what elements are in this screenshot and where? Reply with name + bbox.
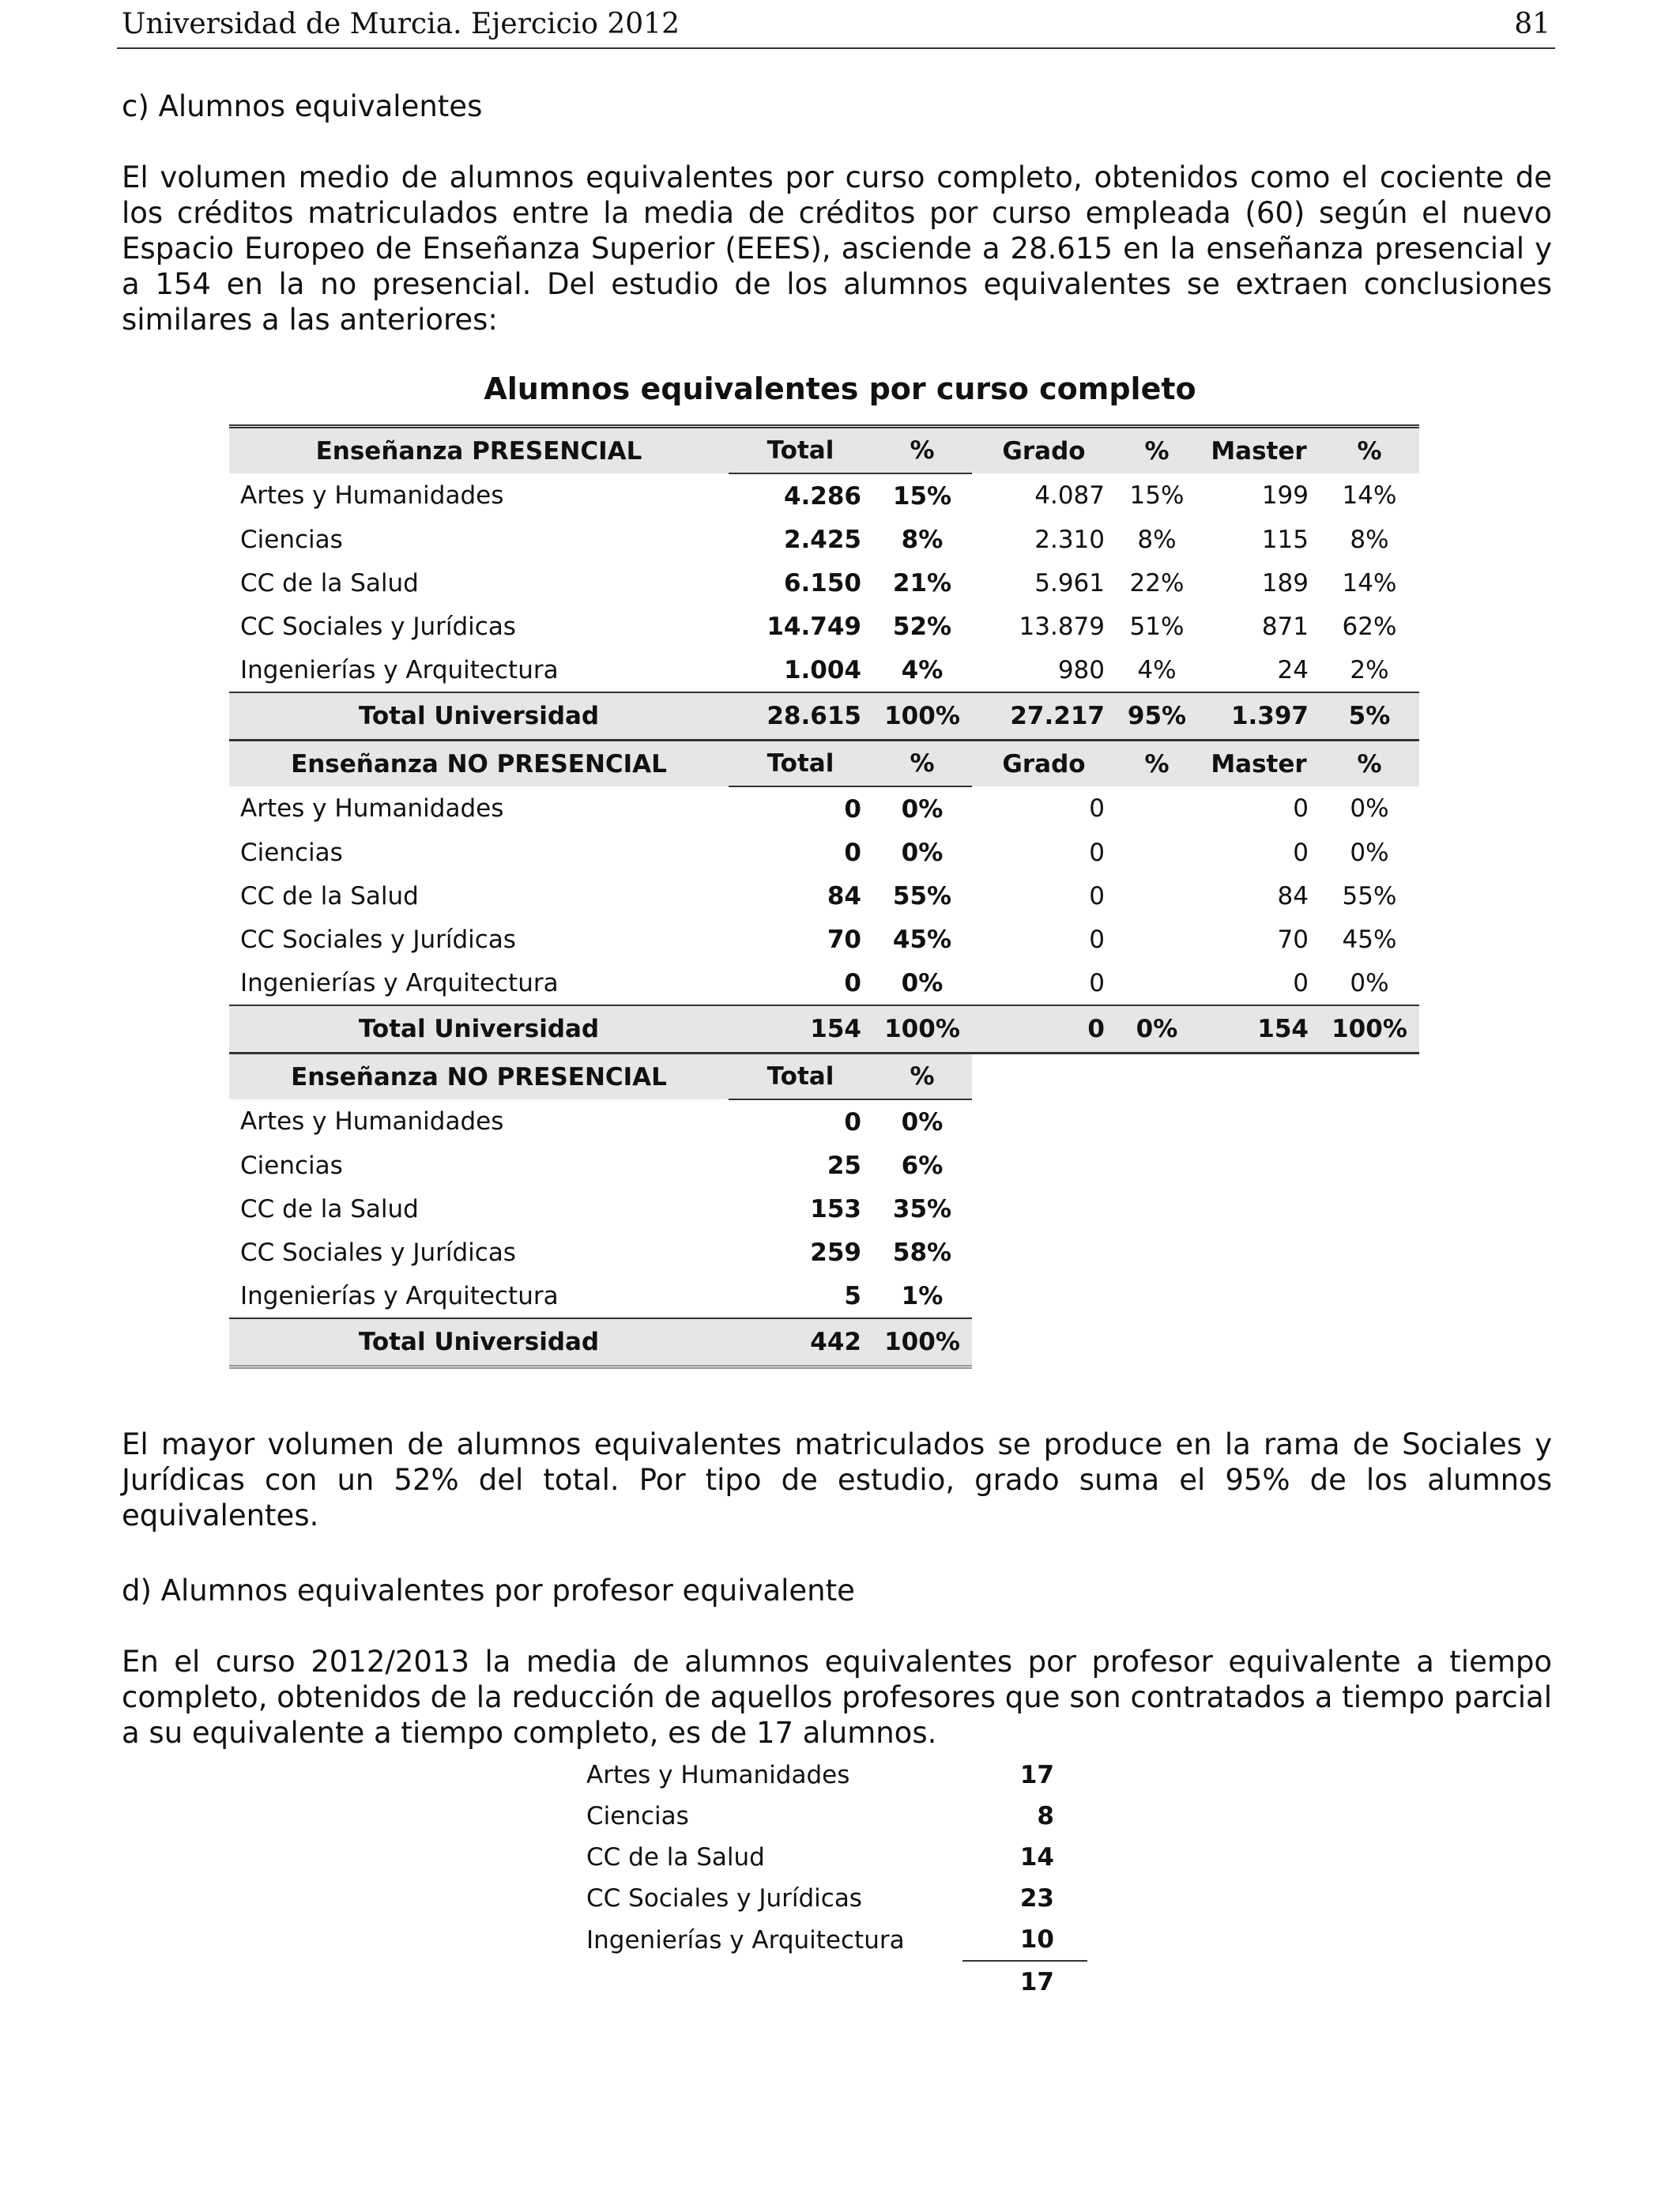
table-header-row (229, 427, 1419, 474)
table-cell: 70 (827, 925, 861, 954)
total-cell: 154 (729, 1005, 872, 1054)
row-label: CC Sociales y Jurídicas (586, 1884, 862, 1913)
empty-cell (1116, 1099, 1198, 1144)
row-label: CC Sociales y Jurídicas (240, 1238, 516, 1267)
equivalent-students-table (229, 424, 1419, 1369)
table-cell: 153 (810, 1194, 861, 1223)
table-row (229, 831, 1419, 874)
table-cell: 2.310 (1034, 525, 1105, 554)
table-row (229, 1144, 1419, 1187)
header-cell: % (1320, 427, 1419, 474)
table-row (229, 1187, 1419, 1231)
row-value: 14 (1019, 1843, 1054, 1872)
empty-cell (1198, 1274, 1320, 1318)
table-cell: 0 (1089, 925, 1105, 954)
header-cell: Master (1198, 741, 1320, 787)
table-cell: 0% (901, 838, 944, 867)
table-cell: 0 (844, 838, 861, 867)
header-cell: % (1116, 427, 1198, 474)
row-label: Artes y Humanidades (240, 481, 504, 510)
table-cell: 70 (1277, 925, 1309, 954)
total-cell: 28.615 (729, 692, 872, 741)
table-cell: 84 (1277, 881, 1309, 910)
row-label: CC de la Salud (240, 1194, 419, 1223)
row-value: 23 (1019, 1884, 1054, 1913)
empty-cell (972, 1274, 1116, 1318)
total-label: Total Universidad (229, 1318, 729, 1367)
empty-cell (1320, 1144, 1419, 1187)
table-cell: 0 (1089, 794, 1105, 823)
total-cell: 154 (1198, 1005, 1320, 1054)
table-cell: 4.286 (729, 473, 872, 518)
table-cell: 0 (1293, 794, 1309, 823)
table-row (229, 1099, 1419, 1144)
empty-cell (1198, 1231, 1320, 1274)
row-label: Ciencias (240, 838, 343, 867)
table-cell: 14% (1342, 481, 1397, 510)
table-cell: 0 (729, 786, 872, 831)
total-value: 17 (1019, 1968, 1054, 1996)
row-value: 10 (962, 1919, 1087, 1961)
table-row (229, 518, 1419, 561)
table-cell: 84 (827, 881, 861, 910)
total-row (229, 1005, 1419, 1054)
header-category: Enseñanza NO PRESENCIAL (229, 741, 729, 787)
table-cell (1116, 874, 1198, 918)
table-row (229, 786, 1419, 831)
empty-cell (972, 1187, 1116, 1231)
row-label: Ingenierías y Arquitectura (240, 655, 559, 684)
section-d-paragraph (122, 1644, 1552, 1751)
empty-cell (1198, 1144, 1320, 1187)
table-cell: 980 (1057, 655, 1105, 684)
row-label: Ingenierías y Arquitectura (586, 1925, 905, 1955)
header-category: Enseñanza NO PRESENCIAL (229, 1054, 729, 1100)
paragraph-text: El mayor volumen de alumnos equivalentes matriculados se produce en la rama de Sociales y Jurídicas con un 52% del total. Por tipo de estudio, grado suma el 95% de los alumnos equivalentes. (122, 1427, 1552, 1532)
table-cell: 25 (827, 1151, 861, 1180)
table-cell: 13.879 (1019, 612, 1105, 641)
header-cell: % (1116, 741, 1198, 787)
total-row (586, 1961, 1087, 2003)
table-cell: 5.961 (1034, 568, 1105, 598)
table-header-row (229, 1054, 1419, 1100)
header-title: Universidad de Murcia. Ejercicio 2012 (122, 8, 680, 40)
empty-cell (1320, 1187, 1419, 1231)
row-label: CC de la Salud (240, 881, 419, 910)
table-cell: 4.087 (1034, 481, 1105, 510)
table-row (229, 605, 1419, 648)
table-row (229, 1231, 1419, 1274)
table-header-row (229, 741, 1419, 787)
table-cell: 871 (1261, 612, 1309, 641)
table-cell: 0 (729, 1099, 872, 1144)
header-cell: Grado (972, 427, 1116, 474)
table-cell: 58% (892, 1238, 952, 1267)
row-label: Artes y Humanidades (240, 1107, 504, 1136)
row-label: CC Sociales y Jurídicas (240, 925, 516, 954)
table-row (586, 1919, 1087, 1961)
empty-cell (1320, 1274, 1419, 1318)
table-cell: 0 (1089, 838, 1105, 867)
conclusion-paragraph (122, 1427, 1552, 1533)
table-cell: 199 (1261, 481, 1309, 510)
table-cell: 15% (872, 473, 972, 518)
row-label: CC de la Salud (586, 1843, 765, 1872)
table-cell: 0% (1350, 968, 1389, 997)
table-cell: 0% (872, 1099, 972, 1144)
table-cell: 35% (892, 1194, 952, 1223)
total-cell: 95% (1116, 692, 1198, 741)
header-cell: % (1320, 741, 1419, 787)
table-row (586, 1796, 1087, 1837)
section-d-heading: d) Alumnos equivalentes por profesor equivalente (122, 1574, 855, 1608)
table-row (229, 961, 1419, 1005)
empty-cell (1116, 1187, 1198, 1231)
table-row (229, 874, 1419, 918)
total-label: Total Universidad (229, 692, 729, 741)
empty-cell (1116, 1144, 1198, 1187)
total-cell: 442 (729, 1318, 872, 1367)
table-cell: 45% (892, 925, 952, 954)
total-row (229, 1318, 1419, 1367)
section-c-paragraph (122, 160, 1552, 337)
table-cell: 22% (1129, 568, 1185, 598)
empty-cell (586, 1961, 962, 2003)
table-cell: 15% (1129, 481, 1185, 510)
table-cell: 6.150 (783, 568, 861, 598)
row-label: CC de la Salud (240, 568, 419, 598)
table-row (229, 561, 1419, 605)
row-label: Artes y Humanidades (586, 1761, 850, 1789)
header-cell: Master (1198, 427, 1320, 474)
table-cell: 5 (844, 1281, 861, 1310)
table-cell: 51% (1129, 612, 1185, 641)
table-cell: 2% (1350, 655, 1389, 684)
total-cell: 0% (1116, 1005, 1198, 1054)
page-header (117, 5, 1555, 49)
row-label: Ingenierías y Arquitectura (240, 968, 559, 997)
total-cell: 0 (972, 1005, 1116, 1054)
row-label: CC Sociales y Jurídicas (240, 612, 516, 641)
table-row (229, 473, 1419, 518)
table-cell (1116, 918, 1198, 961)
empty-cell (1320, 1099, 1419, 1144)
total-label: Total Universidad (229, 1005, 729, 1054)
table-cell (1116, 961, 1198, 1005)
empty-cell (972, 1144, 1116, 1187)
total-cell: 100% (872, 692, 972, 741)
table-cell: 0 (1089, 881, 1105, 910)
table-cell: 0% (1350, 838, 1389, 867)
header-cell: Total (729, 1054, 872, 1100)
row-label: Ciencias (586, 1802, 689, 1830)
empty-cell (1198, 1099, 1320, 1144)
table-cell: 0 (1293, 968, 1309, 997)
table-row (229, 918, 1419, 961)
table-cell: 0 (1293, 838, 1309, 867)
table-cell: 14.749 (767, 612, 861, 641)
section-c-heading: c) Alumnos equivalentes (122, 89, 483, 123)
empty-cell (1320, 1318, 1419, 1367)
table-cell: 4% (1137, 655, 1177, 684)
header-cell: Total (729, 427, 872, 474)
table-title: Alumnos equivalentes por curso completo (484, 371, 1196, 406)
table-cell: 0 (844, 968, 861, 997)
empty-cell (972, 1231, 1116, 1274)
total-cell: 100% (872, 1005, 972, 1054)
table-cell: 8% (1350, 525, 1389, 554)
table-cell (1116, 831, 1198, 874)
row-label: Ciencias (240, 525, 343, 554)
table-row (586, 1755, 1087, 1796)
table-row (586, 1837, 1087, 1878)
paragraph-text: En el curso 2012/2013 la media de alumnos equivalentes por profesor equivalente a tiempo completo, obtenidos de la reducción de aquellos profesores que son contratados a tiempo parcial a su equivalente a tiempo completo, es de 17 alumnos. (122, 1645, 1552, 1750)
total-row (229, 692, 1419, 741)
table-cell: 1.004 (783, 655, 861, 684)
header-cell: % (872, 1054, 972, 1100)
total-cell: 27.217 (972, 692, 1116, 741)
total-cell: 100% (872, 1318, 972, 1367)
table-cell: 8% (901, 525, 944, 554)
table-cell: 8% (1137, 525, 1177, 554)
table-cell: 2.425 (783, 525, 861, 554)
table-cell: 259 (810, 1238, 861, 1267)
header-cell: % (872, 427, 972, 474)
table-cell: 45% (1342, 925, 1397, 954)
students-per-professor-table (586, 1755, 1087, 2003)
table-cell: 0% (1350, 794, 1389, 823)
table-cell: 55% (1342, 881, 1397, 910)
header-category: Enseñanza PRESENCIAL (229, 427, 729, 474)
table-row (229, 1274, 1419, 1318)
total-cell: 100% (1320, 1005, 1419, 1054)
header-cell: Total (729, 741, 872, 787)
table-cell: 52% (892, 612, 952, 641)
empty-cell (972, 1318, 1116, 1367)
total-cell: 1.397 (1198, 692, 1320, 741)
table-cell: 4% (901, 655, 944, 684)
table-row (586, 1878, 1087, 1919)
table-cell: 24 (1277, 655, 1309, 684)
table-cell: 55% (892, 881, 952, 910)
table-cell: 0% (872, 786, 972, 831)
empty-cell (1116, 1231, 1198, 1274)
table-cell: 1% (901, 1281, 944, 1310)
table-cell: 6% (901, 1151, 944, 1180)
total-cell: 5% (1320, 692, 1419, 741)
row-label: Artes y Humanidades (240, 794, 504, 823)
table-cell: 62% (1342, 612, 1397, 641)
empty-cell (1198, 1187, 1320, 1231)
header-cell: Grado (972, 741, 1116, 787)
header-cell: % (872, 741, 972, 787)
table-cell: 0% (901, 968, 944, 997)
empty-cell (1320, 1231, 1419, 1274)
table-cell: 115 (1261, 525, 1309, 554)
table-cell: 189 (1261, 568, 1309, 598)
empty-cell (972, 1099, 1116, 1144)
table-cell: 14% (1342, 568, 1397, 598)
row-value: 8 (1037, 1802, 1054, 1830)
empty-cell (1198, 1318, 1320, 1367)
row-value: 17 (1019, 1761, 1054, 1789)
table-cell (1116, 786, 1198, 831)
empty-cell (1116, 1274, 1198, 1318)
row-label: Ingenierías y Arquitectura (240, 1281, 559, 1310)
table-row (229, 648, 1419, 692)
paragraph-text: El volumen medio de alumnos equivalentes por curso completo, obtenidos como el cociente de los créditos matriculados entre la media de créditos por curso empleada (60) según el nuevo Espacio Europeo de Enseñanza Superior (EEES), asciende a 28.615 en la enseñanza presencial y a 154 en la no presencial. Del estudio de los alumnos equivalentes se extraen conclusiones similares a las anteriores: (122, 160, 1552, 337)
row-label: Ciencias (240, 1151, 343, 1180)
table-cell: 21% (892, 568, 952, 598)
page-number: 81 (1514, 8, 1550, 40)
table-cell: 0 (1089, 968, 1105, 997)
empty-cell (1116, 1318, 1198, 1367)
